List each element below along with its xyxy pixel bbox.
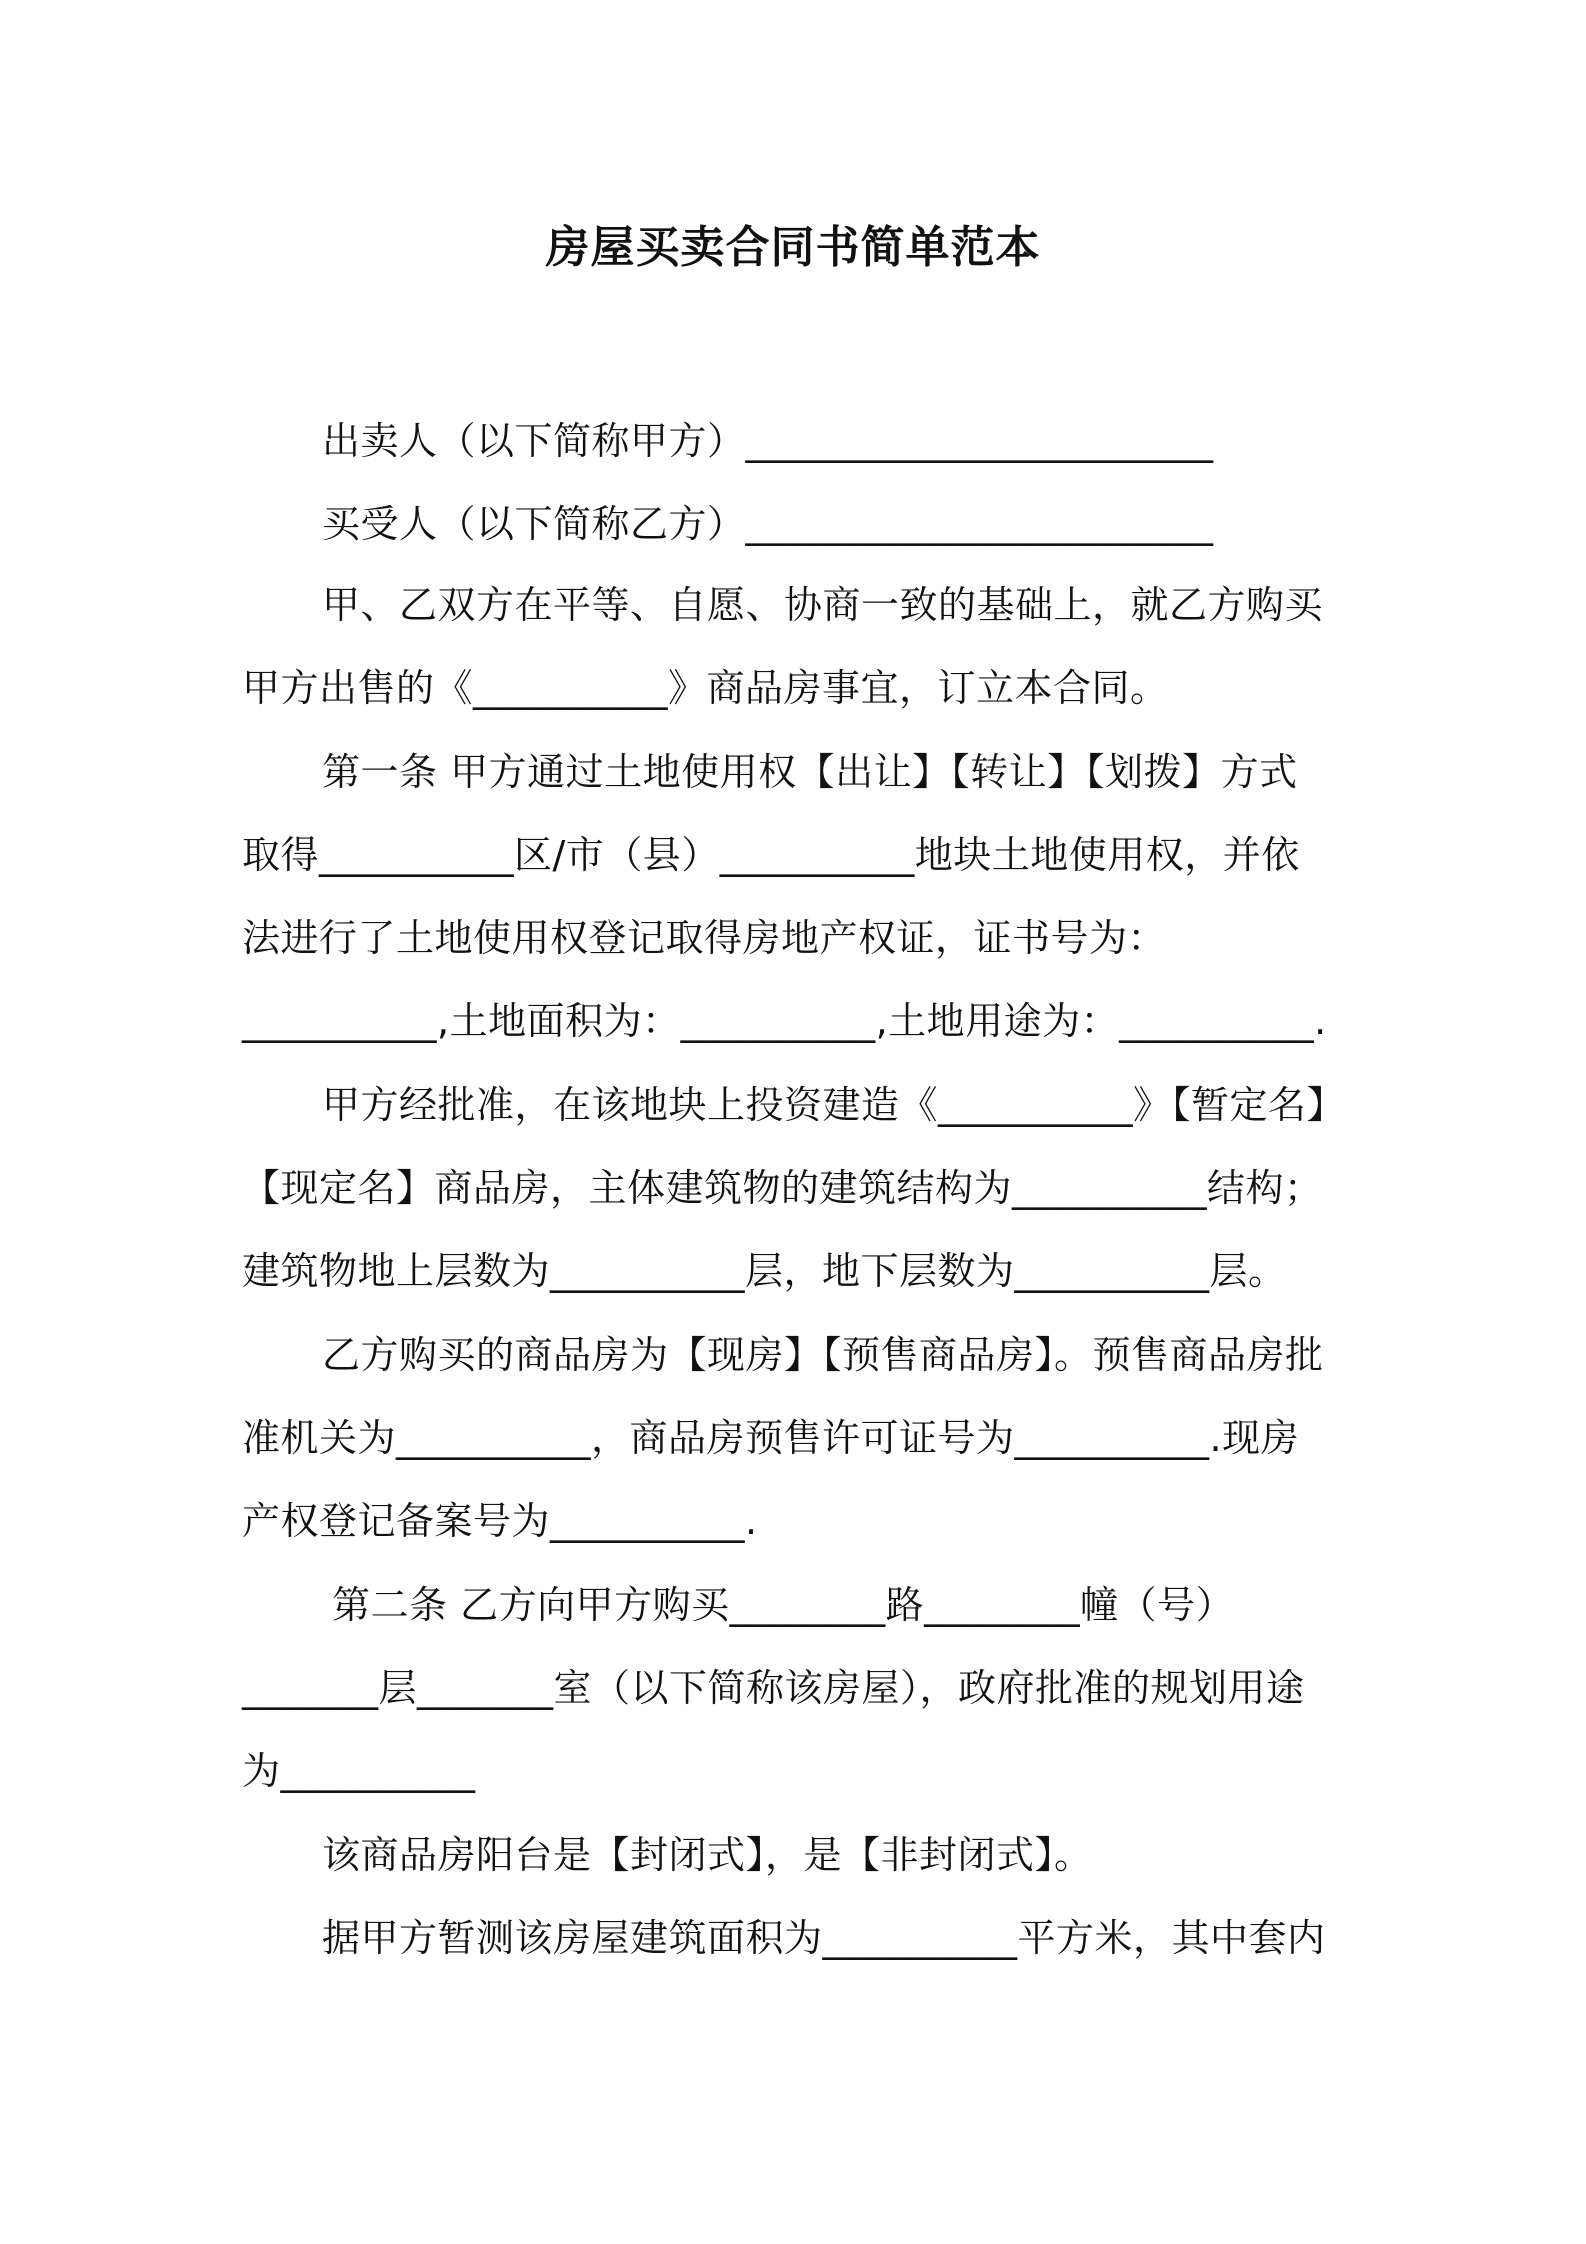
construction-line-3: 建筑物地上层数为__________层，地下层数为__________层。 bbox=[242, 1249, 1287, 1293]
article-2-line-1: 第二条 乙方向甲方购买________路________幢（号） bbox=[332, 1583, 1235, 1627]
article-2-line-2: _______层_______室（以下简称该房屋），政府批准的规划用途 bbox=[242, 1666, 1305, 1710]
article-1-line-4: __________,土地面积为：__________,土地用途为：__________. bbox=[242, 999, 1327, 1043]
article-2-line-3: 为__________ bbox=[242, 1749, 476, 1793]
seller-line: 出卖人（以下简称甲方）________________________ bbox=[322, 419, 1214, 463]
presale-line-1: 乙方购买的商品房为【现房】【预售商品房】。预售商品房批 bbox=[322, 1333, 1324, 1377]
article-1-line-1: 第一条 甲方通过土地使用权【出让】【转让】【划拨】方式 bbox=[322, 750, 1298, 794]
area-line: 据甲方暂测该房屋建筑面积为__________平方米，其中套内 bbox=[322, 1916, 1326, 1960]
presale-line-3: 产权登记备案号为__________. bbox=[242, 1499, 758, 1543]
presale-line-2: 准机关为__________，商品房预售许可证号为__________.现房 bbox=[242, 1416, 1300, 1460]
article-1-line-3: 法进行了土地使用权登记取得房地产权证，证书号为： bbox=[242, 916, 1167, 960]
preamble-line-1: 甲、乙双方在平等、自愿、协商一致的基础上，就乙方购买 bbox=[322, 583, 1324, 627]
buyer-line: 买受人（以下简称乙方）________________________ bbox=[322, 502, 1214, 546]
document-title: 房屋买卖合同书简单范本 bbox=[545, 222, 1041, 273]
article-1-line-2: 取得__________区/市（县）__________地块土地使用权，并依 bbox=[242, 833, 1300, 877]
balcony-line: 该商品房阳台是【封闭式】，是【非封闭式】。 bbox=[322, 1833, 1093, 1877]
construction-line-2: 【现定名】商品房，主体建筑物的建筑结构为__________结构； bbox=[242, 1166, 1323, 1210]
construction-line-1: 甲方经批准，在该地块上投资建造《__________》【暂定名】 bbox=[322, 1083, 1346, 1127]
preamble-line-2: 甲方出售的《__________》商品房事宜，订立本合同。 bbox=[242, 666, 1169, 710]
